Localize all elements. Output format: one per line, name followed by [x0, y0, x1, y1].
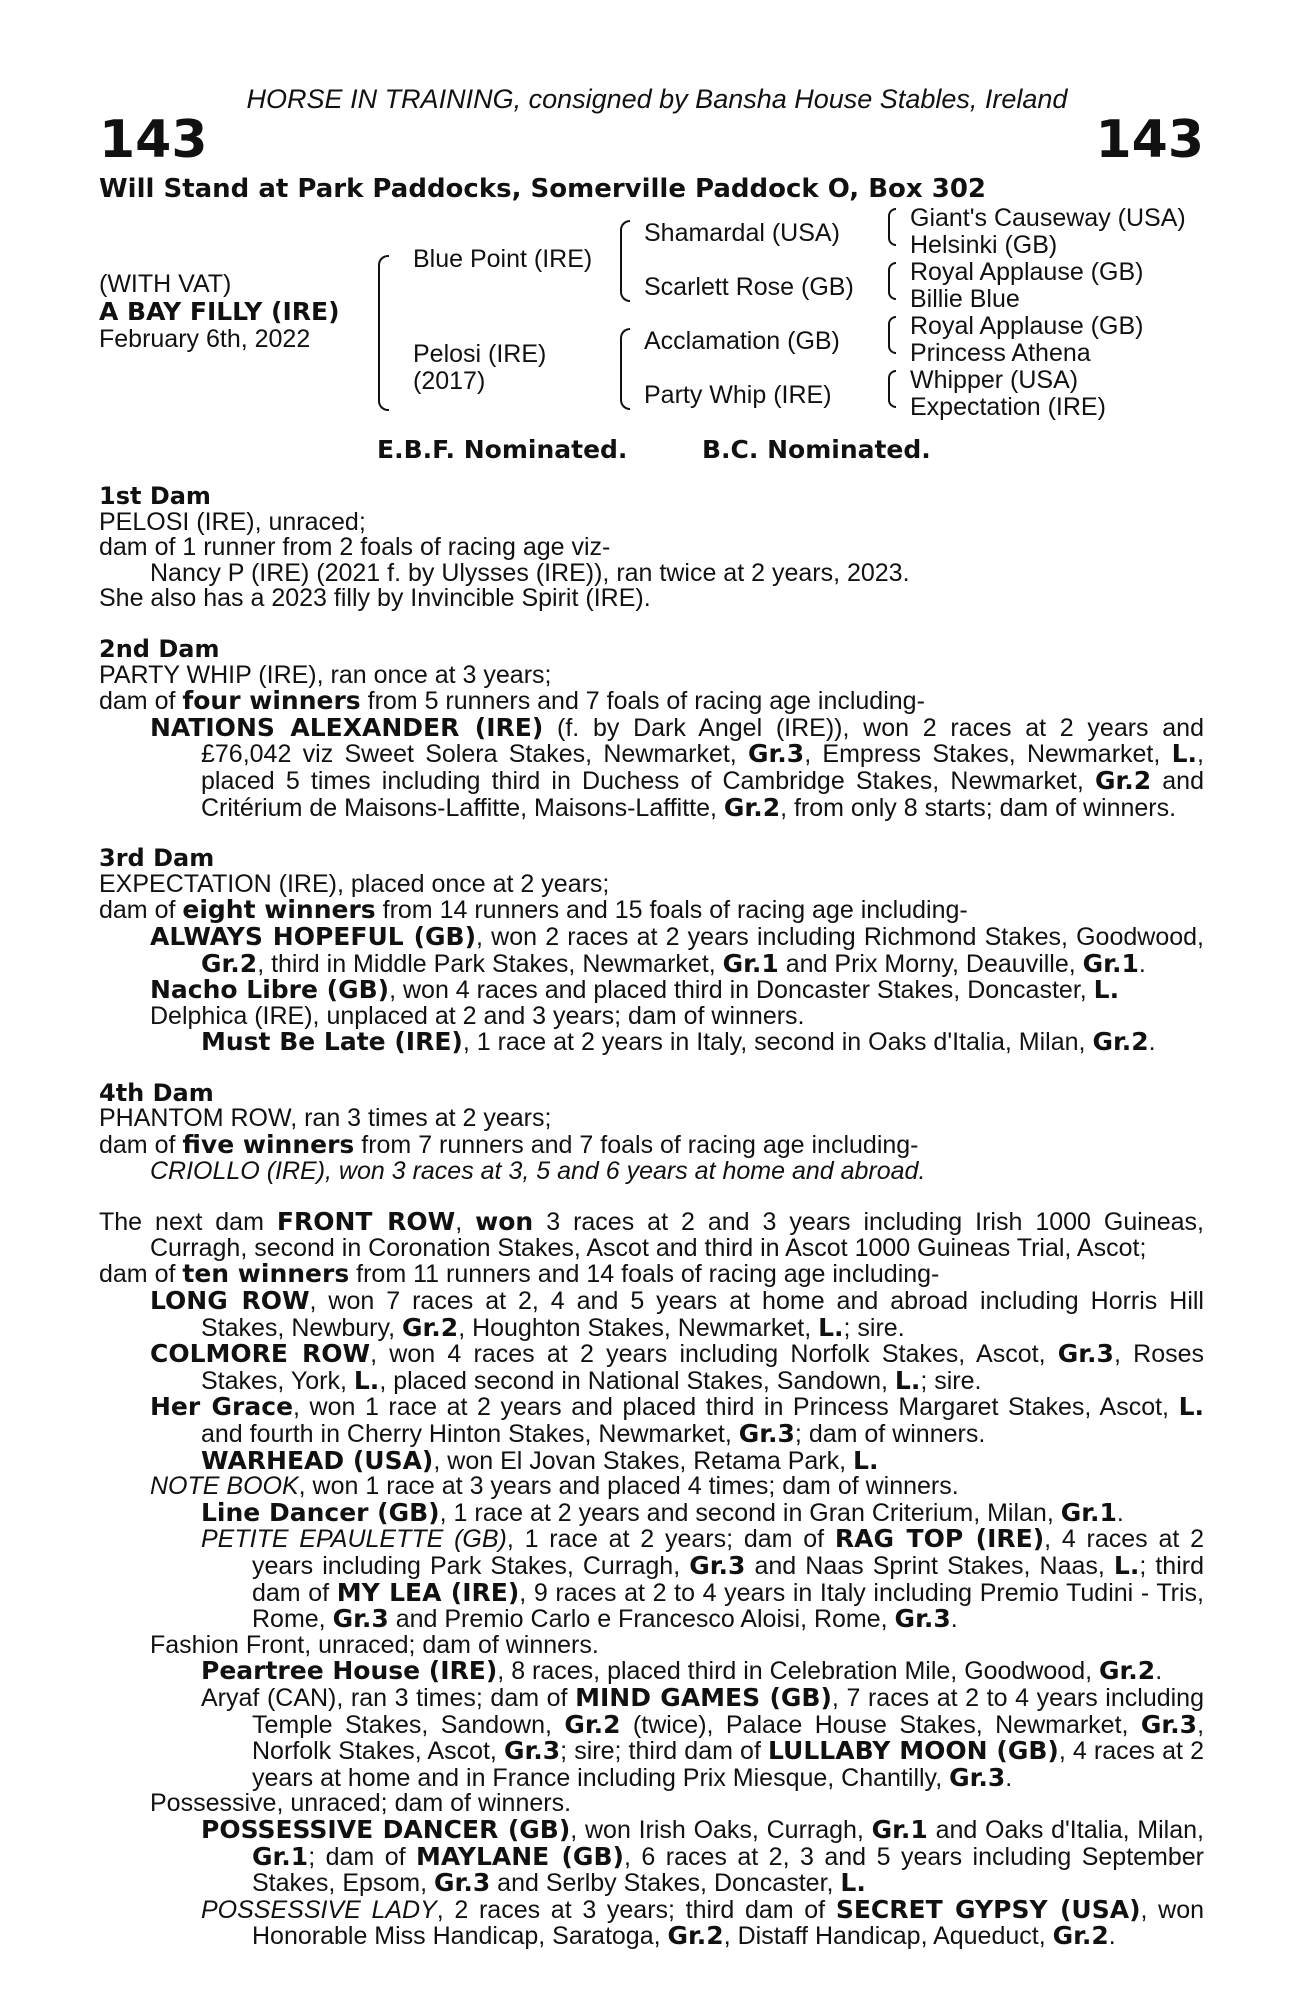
- text-run: .: [950, 1605, 958, 1634]
- runs-entry: [99, 1682, 1205, 1792]
- text-run: , won 4 races at 2 years including Norfolk Stakes, Ascot,: [370, 1340, 1058, 1369]
- bold-run: Gr.3: [1057, 1339, 1114, 1369]
- brace-2b: [620, 328, 630, 410]
- runs-entry: [99, 1261, 1204, 1288]
- bold-run: Gr.2: [1092, 1027, 1149, 1057]
- brace-2a: [620, 220, 630, 302]
- first-dam-note: She also has a 2023 filly by Invincible Spirit (IRE).: [99, 584, 651, 613]
- bold-run: Gr.2: [1094, 765, 1152, 795]
- bold-run: LULLABY MOON (GB): [768, 1736, 1059, 1766]
- sire-sire: Shamardal (USA): [644, 219, 840, 247]
- consignor-line: HORSE IN TRAINING, consigned by Bansha House Stables, Ireland: [246, 84, 1068, 114]
- bold-run: Gr.3: [738, 1419, 795, 1448]
- text-run: and Critérium de Maisons-Laffitte, Maisons-Laffitte,: [201, 766, 1204, 822]
- catalogue-body: [99, 484, 1204, 1950]
- second-dam-line: PARTY WHIP (IRE), ran once at 3 years;: [99, 660, 552, 689]
- bold-run: Gr.3: [748, 739, 805, 769]
- runs-entry: [99, 977, 1204, 1004]
- runs-entry: [99, 1029, 1204, 1056]
- text-run: , won 2 races at 2 years including Richmond Stakes, Goodwood,: [476, 922, 1204, 951]
- text-run: ; sire.: [843, 1313, 905, 1342]
- text-run: from 11 runners and 14 foals of racing age including-: [349, 1260, 940, 1289]
- delphica-entry: Delphica (IRE), unplaced at 2 and 3 years; dam of winners.: [150, 1001, 805, 1030]
- text-run: and Oaks d'Italia, Milan,: [927, 1815, 1204, 1844]
- bc-nomination: B.C. Nominated.: [702, 435, 931, 464]
- third-dam-heading: 3rd Dam: [99, 844, 215, 873]
- bold-run: FRONT ROW: [276, 1207, 456, 1237]
- text-run: , won Honorable Miss Handicap, Saratoga,: [252, 1895, 1204, 1951]
- bold-run: ten winners: [182, 1259, 350, 1289]
- produce-suffix: from 7 runners and 7 foals of racing age including-: [354, 1131, 919, 1160]
- brace-3c: [888, 316, 896, 354]
- lot-number-right: 143: [1095, 110, 1204, 170]
- bold-run: Peartree House (IRE): [201, 1656, 498, 1686]
- bold-run: Gr.1: [871, 1814, 928, 1844]
- vat-note: (WITH VAT): [99, 270, 232, 298]
- runs-entry: [99, 1474, 1204, 1500]
- text-run: , 7 races at 2 to 4 years including Temple Stakes, Sandown,: [252, 1683, 1204, 1739]
- text-run: , Roses Stakes, York,: [201, 1340, 1204, 1395]
- text-run: , from only 8 starts; dam of winners.: [780, 793, 1177, 822]
- runs-entry: [99, 1209, 1204, 1261]
- sire-dam: Scarlett Rose (GB): [644, 273, 854, 301]
- ds-dam: Princess Athena: [910, 339, 1091, 367]
- fourth-dam-heading: 4th Dam: [99, 1078, 214, 1107]
- text-run: ; sire.: [920, 1366, 982, 1395]
- text-run: ; third dam of: [252, 1551, 1204, 1607]
- text-run: .: [1108, 1922, 1116, 1951]
- text-run: (f. by Dark Angel (IRE)), won 2 races at 2 years and £76,042 viz Sweet Solera Stakes, Newmarket,: [201, 713, 1204, 769]
- bold-run: Gr.3: [689, 1550, 746, 1580]
- brace-3a: [888, 208, 896, 246]
- produce-suffix: from 14 runners and 15 foals of racing age including-: [375, 896, 968, 925]
- bold-run: Gr.3: [949, 1762, 1006, 1792]
- bold-run: Gr.2: [723, 792, 781, 822]
- possessive-entry: Possessive, unraced; dam of winners.: [150, 1789, 572, 1818]
- ss-sire: Giant's Causeway (USA): [910, 204, 1186, 232]
- bold-run: Gr.2: [1052, 1921, 1109, 1951]
- fourth-dam-line: PHANTOM ROW, ran 3 times at 2 years;: [99, 1104, 552, 1133]
- text-run: and Prix Morny, Deauville,: [778, 949, 1083, 978]
- italic-run: POSSESSIVE LADY: [201, 1895, 437, 1924]
- bold-run: Gr.3: [894, 1604, 951, 1634]
- bold-run: NATIONS ALEXANDER (IRE): [150, 712, 544, 742]
- bold-run: Gr.3: [503, 1736, 561, 1766]
- text-run: ,: [455, 1208, 476, 1237]
- text-run: , 4 races at 2 years at home and in France including Prix Miesque, Chantilly,: [252, 1737, 1204, 1792]
- text-run: , won 1 race at 3 years and placed 4 times; dam of winners.: [298, 1472, 959, 1501]
- text-run: 3 races at 2 and 3 years including Irish 1000 Guineas, Curragh, second in Coronation Stakes, Ascot and third in Ascot 1000 Guineas Trial, Ascot;: [150, 1208, 1204, 1262]
- text-run: , 4 races at 2 years including Park Stakes, Curragh,: [252, 1525, 1204, 1580]
- bold-run: SECRET GYPSY (USA): [835, 1894, 1141, 1924]
- bold-run: Must Be Late (IRE): [201, 1027, 463, 1057]
- bold-run: Gr.2: [1099, 1656, 1156, 1686]
- bold-run: RAG TOP (IRE): [834, 1524, 1045, 1554]
- text-run: , third in Middle Park Stakes, Newmarket,: [257, 949, 723, 978]
- text-run: , Houghton Stakes, Newmarket,: [458, 1313, 819, 1342]
- runs-entry: [99, 1497, 1204, 1527]
- text-run: .: [1155, 1657, 1163, 1686]
- runs-entry: [99, 921, 1204, 978]
- text-run: .: [1116, 1498, 1124, 1527]
- bold-run: L.: [1171, 739, 1198, 769]
- second-dam-produce: [99, 688, 1204, 715]
- winners-count: four winners: [182, 686, 361, 716]
- text-run: and Serlby Stakes, Doncaster,: [490, 1869, 841, 1898]
- bold-run: MIND GAMES (GB): [575, 1682, 832, 1712]
- italic-run: PETITE EPAULETTE (GB): [201, 1525, 507, 1554]
- text-run: (twice), Palace House Stakes, Newmarket,: [620, 1710, 1141, 1739]
- bold-run: Gr.2: [201, 948, 258, 978]
- first-dam-line: PELOSI (IRE), unraced;: [99, 507, 366, 536]
- text-run: and fourth in Cherry Hinton Stakes, Newmarket,: [201, 1420, 739, 1448]
- runs-entry: [99, 1341, 1204, 1394]
- third-dam-produce: [99, 897, 1204, 924]
- fourth-dam-produce: [99, 1132, 1204, 1159]
- bold-run: MY LEA (IRE): [336, 1577, 520, 1607]
- criollo-entry: CRIOLLO (IRE), won 3 races at 3, 5 and 6 years at home and abroad.: [150, 1156, 926, 1185]
- bold-run: Gr.1: [1082, 948, 1139, 978]
- dd-dam: Expectation (IRE): [910, 393, 1106, 421]
- bold-run: Gr.1: [252, 1841, 309, 1871]
- text-run: , won 4 races and placed third in Doncaster Stakes, Doncaster,: [389, 976, 1094, 1005]
- sire: Blue Point (IRE): [413, 245, 593, 273]
- bold-run: won: [475, 1207, 534, 1237]
- first-dam-produce: dam of 1 runner from 2 foals of racing age viz-: [99, 533, 611, 562]
- bold-run: L.: [1113, 1550, 1140, 1580]
- brace-1: [378, 255, 389, 411]
- dam-dam: Party Whip (IRE): [644, 381, 832, 409]
- text-run: , 1 race at 2 years in Italy, second in Oaks d'Italia, Milan,: [462, 1028, 1093, 1057]
- brace-3b: [888, 262, 896, 300]
- ss-dam: Helsinki (GB): [910, 231, 1058, 259]
- winners-count: eight winners: [182, 895, 376, 925]
- produce-prefix: dam of: [99, 896, 183, 925]
- bold-run: Gr.2: [402, 1312, 459, 1342]
- winners-count: five winners: [182, 1130, 355, 1160]
- text-run: Aryaf (CAN), ran 3 times; dam of: [201, 1683, 576, 1712]
- bold-run: Gr.1: [722, 948, 779, 978]
- text-run: , won Irish Oaks, Curragh,: [570, 1815, 872, 1844]
- bold-run: L.: [1178, 1392, 1204, 1422]
- bold-run: Gr.2: [564, 1709, 621, 1739]
- text-run: , 1 race at 2 years and second in Gran Criterium, Milan,: [439, 1498, 1061, 1527]
- text-run: .: [1148, 1028, 1156, 1057]
- text-run: , won 1 race at 2 years and placed third in Princess Margaret Stakes, Ascot,: [293, 1393, 1179, 1422]
- text-run: , 9 races at 2 to 4 years in Italy including Premio Tudini - Tris, Rome,: [252, 1578, 1204, 1634]
- bold-run: L.: [894, 1365, 921, 1395]
- text-run: .: [1138, 949, 1146, 978]
- stand-location: Will Stand at Park Paddocks, Somerville Paddock O, Box 302: [99, 174, 987, 204]
- text-run: , 2 races at 3 years; third dam of: [436, 1895, 836, 1924]
- bold-run: LONG ROW: [150, 1286, 310, 1316]
- bold-run: Gr.3: [1140, 1709, 1198, 1739]
- runs-entry: [99, 1658, 1204, 1685]
- bold-run: Gr.3: [332, 1604, 389, 1634]
- bold-run: Line Dancer (GB): [201, 1497, 440, 1527]
- fashion-entry: Fashion Front, unraced; dam of winners.: [150, 1630, 599, 1659]
- produce-prefix: dam of: [99, 687, 183, 716]
- bold-run: Gr.2: [667, 1921, 724, 1951]
- italic-run: NOTE BOOK: [150, 1472, 299, 1501]
- text-run: , Distaff Handicap, Aqueduct,: [723, 1922, 1053, 1951]
- runs-entry: [99, 1445, 1204, 1475]
- runs-entry: [99, 1394, 1204, 1447]
- bold-run: Nacho Libre (GB): [150, 975, 390, 1005]
- text-run: The next dam: [99, 1208, 277, 1237]
- text-run: dam of: [99, 1260, 183, 1289]
- dam-year: (2017): [413, 367, 486, 395]
- lot-name: [99, 297, 340, 327]
- bold-run: Gr.3: [434, 1868, 491, 1898]
- bold-run: L.: [840, 1868, 866, 1898]
- bold-run: L.: [1093, 975, 1120, 1005]
- text-run: and Premio Carlo e Francesco Aloisi, Rome,: [388, 1605, 895, 1634]
- text-run: , Norfolk Stakes, Ascot,: [252, 1710, 1205, 1766]
- bold-run: ALWAYS HOPEFUL (GB): [150, 921, 477, 951]
- text-run: .: [1005, 1763, 1013, 1792]
- runs-entry: [99, 1526, 1204, 1632]
- lot-name-text: A BAY FILLY (IRE): [99, 297, 340, 326]
- text-run: and Naas Sprint Stakes, Naas,: [745, 1551, 1114, 1580]
- text-run: , 6 races at 2, 3 and 5 years including September Stakes, Epsom,: [252, 1842, 1205, 1898]
- text-run: ; dam of winners.: [794, 1420, 986, 1448]
- text-run: , placed 5 times including third in Duchess of Cambridge Stakes, Newmarket,: [201, 740, 1204, 795]
- runs-entry: [99, 1288, 1204, 1341]
- foaling-date: February 6th, 2022: [99, 325, 311, 353]
- bold-run: WARHEAD (USA): [201, 1445, 434, 1475]
- second-dam-heading: 2nd Dam: [99, 634, 220, 663]
- runs-entry: [99, 712, 1204, 822]
- sd-sire: Royal Applause (GB): [910, 258, 1144, 286]
- bold-run: COLMORE ROW: [150, 1339, 371, 1369]
- brace-3d: [888, 370, 896, 408]
- bold-run: POSSESSIVE DANCER (GB): [201, 1814, 571, 1844]
- text-run: ; dam of: [308, 1842, 417, 1871]
- produce-prefix: dam of: [99, 1131, 183, 1160]
- text-run: , placed second in National Stakes, Sandown,: [379, 1366, 895, 1395]
- ds-sire: Royal Applause (GB): [910, 312, 1144, 340]
- text-run: , 8 races, placed third in Celebration Mile, Goodwood,: [497, 1657, 1100, 1686]
- lot-number-left: 143: [99, 110, 208, 170]
- text-run: , won 7 races at 2, 4 and 5 years at home and abroad including Horris Hill Stakes, Newbury,: [201, 1287, 1204, 1342]
- first-dam-heading: 1st Dam: [99, 482, 211, 510]
- bold-run: L.: [818, 1312, 844, 1342]
- bold-run: L.: [853, 1445, 879, 1475]
- dd-sire: Whipper (USA): [910, 366, 1079, 394]
- dam-sire: Acclamation (GB): [644, 327, 840, 355]
- text-run: , 1 race at 2 years; dam of: [506, 1525, 835, 1554]
- text-run: , Empress Stakes, Newmarket,: [804, 740, 1172, 769]
- bold-run: MAYLANE (GB): [416, 1841, 624, 1871]
- first-dam-foal: Nancy P (IRE) (2021 f. by Ulysses (IRE)), ran twice at 2 years, 2023.: [150, 558, 910, 587]
- bold-run: Her Grace: [150, 1392, 294, 1422]
- text-run: , won El Jovan Stakes, Retama Park,: [433, 1446, 854, 1475]
- bold-run: L.: [353, 1365, 380, 1395]
- runs-entry: [99, 1814, 1205, 1898]
- text-run: ; sire; third dam of: [560, 1737, 769, 1766]
- bold-run: Gr.1: [1060, 1497, 1117, 1527]
- sd-dam: Billie Blue: [910, 285, 1020, 313]
- dam: Pelosi (IRE): [413, 340, 547, 368]
- ebf-nomination: E.B.F. Nominated.: [377, 435, 628, 464]
- produce-suffix: from 5 runners and 7 foals of racing age including-: [360, 687, 925, 716]
- runs-entry: [99, 1894, 1204, 1951]
- third-dam-line: EXPECTATION (IRE), placed once at 2 years;: [99, 869, 610, 898]
